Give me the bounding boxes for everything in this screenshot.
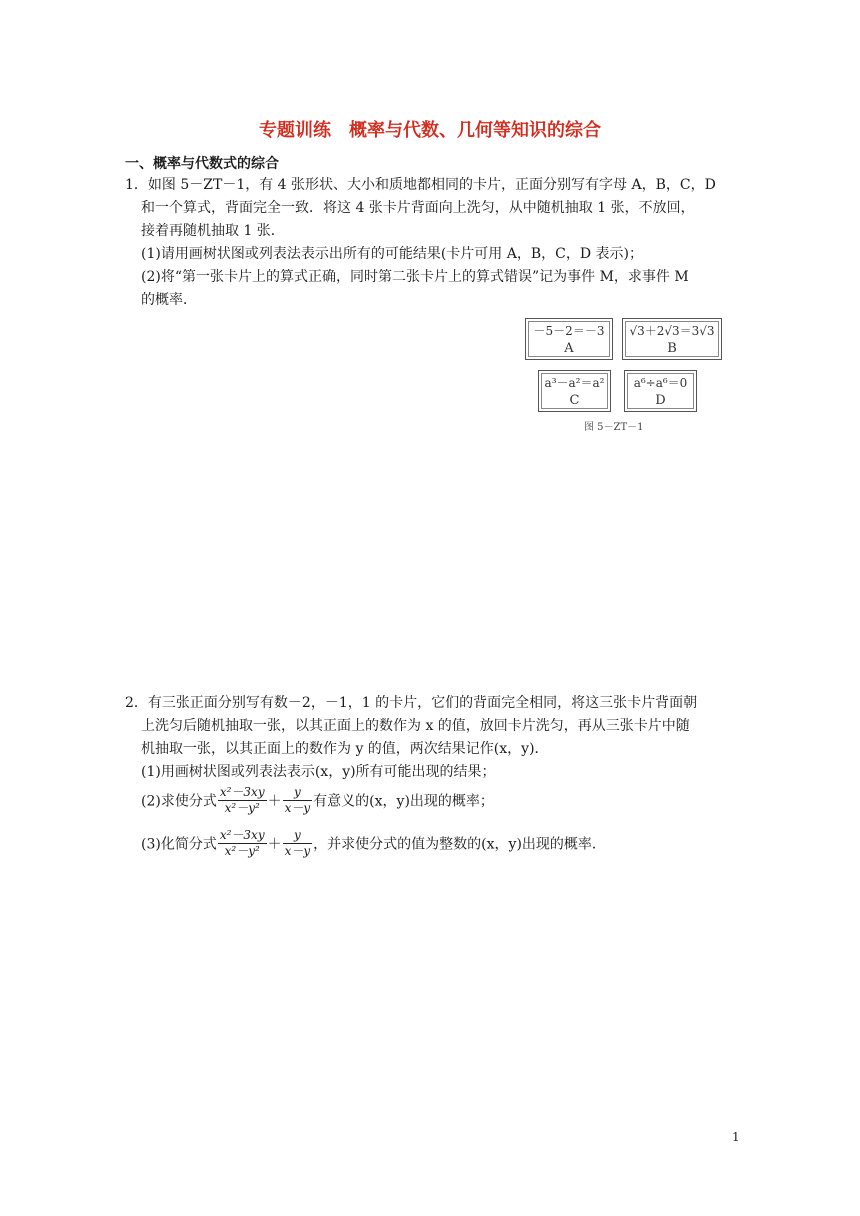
section-heading: 一、概率与代数式的综合 (125, 156, 279, 172)
fraction-1-repeat-numerator: x²－3xy (219, 828, 265, 842)
card-a (525, 318, 613, 360)
q1-part-2-line-2: 的概率． (141, 292, 197, 308)
card-c-expression: a³－a²＝a² (544, 376, 605, 390)
fraction-1-numerator: x²－3xy (219, 785, 265, 799)
card-b-expression: √3＋2√3＝3√3 (629, 324, 715, 338)
fraction-2-repeat-denominator: x－y (284, 844, 311, 858)
fraction-2-repeat (283, 828, 313, 859)
q1-part-1: (1)请用画树状图或列表法表示出所有的可能结果(卡片可用 A，B，C，D 表示)； (141, 246, 643, 262)
figure-caption: 图 5－ZT－1 (584, 422, 644, 433)
card-d (624, 370, 697, 412)
q1-line-1: 1．如图 5－ZT－1，有 4 张形状、大小和质地都相同的卡片，正面分别写有字母 A，B，C，D (125, 177, 716, 193)
fraction-1 (218, 785, 267, 816)
card-b (622, 318, 722, 360)
fraction-2-repeat-numerator: y (283, 828, 313, 844)
card-d-label: D (655, 393, 666, 408)
fraction-2-denominator: x－y (284, 801, 311, 815)
q2-line-1: 2．有三张正面分别写有数－2，－1，1 的卡片，它们的背面完全相同，将这三张卡片背面朝 (125, 695, 698, 711)
q2-part-2 (141, 785, 494, 816)
q2-part-1: (1)用画树状图或列表法表示(x，y)所有可能出现的结果； (141, 764, 496, 780)
card-d-expression: a⁶÷a⁶＝0 (633, 376, 688, 390)
q1-part-2-line-1: (2)将“第一张卡片上的算式正确，同时第二张卡片上的算式错误”记为事件 M，求事件 M (141, 269, 689, 285)
plus-sign-repeat: ＋ (267, 836, 282, 853)
plus-sign: ＋ (267, 793, 282, 810)
card-c-label: C (569, 393, 580, 408)
page-title: 专题训练 概率与代数、几何等知识的综合 (259, 120, 601, 141)
card-b-label: B (667, 341, 677, 356)
q2-part-3-suffix: ，并求使分式的值为整数的(x，y)出现的概率． (313, 836, 606, 853)
q2-part-3-prefix: (3)化简分式 (141, 836, 217, 853)
q1-line-2: 和一个算式，背面完全一致．将这 4 张卡片背面向上洗匀，从中随机抽取 1 张，不放回， (141, 200, 695, 216)
card-a-expression: －5－2＝－3 (533, 324, 605, 338)
fraction-2 (283, 785, 313, 816)
q2-part-2-prefix: (2)求使分式 (141, 793, 217, 810)
q1-line-3: 接着再随机抽取 1 张． (141, 223, 285, 239)
fraction-1-repeat-denominator: x²－y² (224, 844, 260, 858)
q2-part-2-suffix: 有意义的(x，y)出现的概率； (313, 793, 494, 810)
q2-line-3: 机抽取一张，以其正面上的数作为 y 的值，两次结果记作(x，y)． (141, 741, 549, 757)
page-number: 1 (732, 1130, 740, 1144)
q2-line-2: 上洗匀后随机抽取一张，以其正面上的数作为 x 的值，放回卡片洗匀，再从三张卡片中随 (141, 718, 690, 734)
card-a-label: A (564, 341, 574, 356)
fraction-1-denominator: x²－y² (224, 801, 260, 815)
card-c (538, 370, 611, 412)
q2-part-3 (141, 828, 606, 859)
fraction-2-numerator: y (283, 785, 313, 801)
fraction-1-repeat (218, 828, 267, 859)
